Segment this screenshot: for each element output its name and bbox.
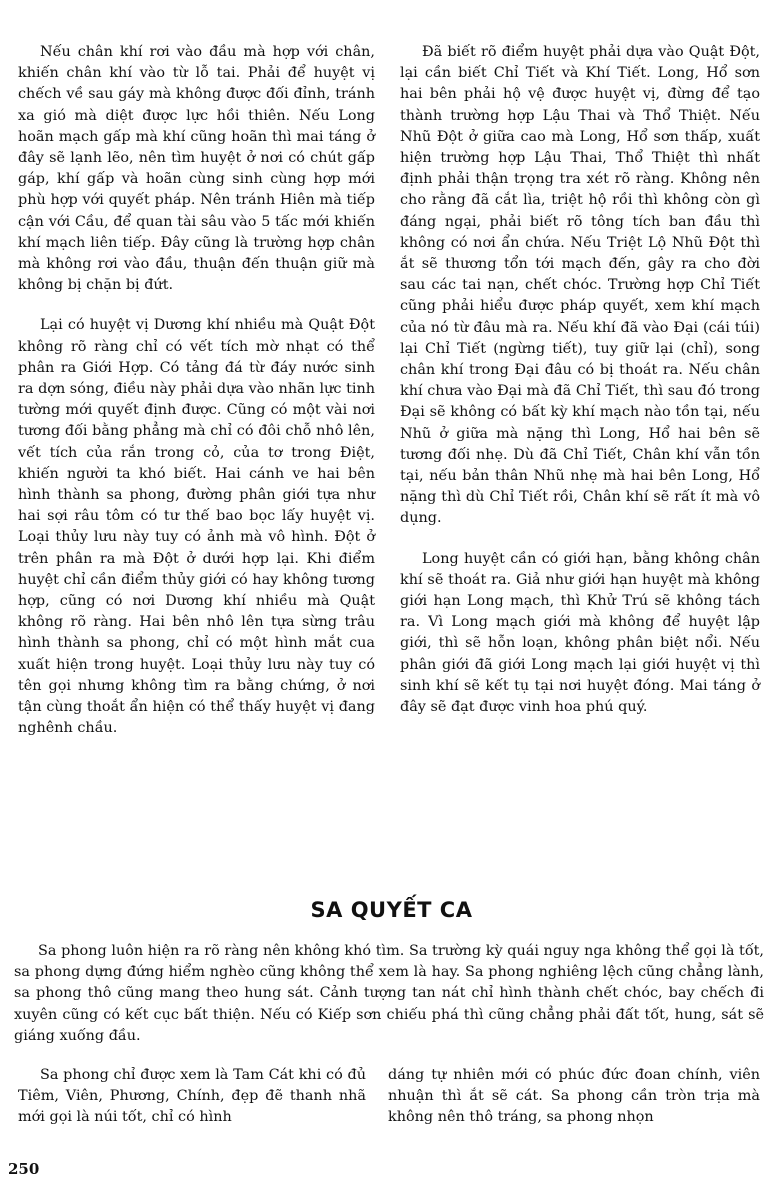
paragraph: Lại có huyệt vị Dương khí nhiều mà Quật Đột không rõ ràng chỉ có vết tích mờ nhạt có thể phân ra Giới Hợp. Có tảng đá từ đáy nước sinh ra dợn sóng, điều này phải dựa vào nhãn lực tinh tường mới quyết định được. Cũng có một vài nơi tương đối bằng phẳng mà chỉ có đôi chỗ nhô lên, vết tích của rắn trong cỏ, của tơ trong Điệt, khiến người ta khó biết. Hai cánh ve hai bên hình thành sa phong, đường phân giới tựa như hai sợi râu tôm có tư thế bao bọc lấy huyệt vị. Loại thủy lưu này tuy có ảnh mà vô hình. Đột ở trên phân ra mà Đột ở dưới hợp lại. Khi điểm huyệt chỉ cần điểm thủy giới có hay không tương hợp, cũng có nơi Dương khí nhiều mà Quật không rõ ràng. Hai bên nhô lên tựa sừng trâu hình thành sa phong, chỉ có một hình mắt cua xuất hiện trong huyệt. Loại thủy lưu này tuy có tên gọi nhưng không tìm ra bằng chứng, ở nơi tận cùng thoắt ẩn hiện có thể thấy huyệt vị đang nghênh chầu. (18, 317, 375, 737)
right-column-bottom (388, 1065, 760, 1129)
section-heading: SA QUYẾT CA (310, 898, 473, 922)
paragraph: Sa phong luôn hiện ra rõ ràng nên không khó tìm. Sa trường kỳ quái nguy nga không thể gọi là tốt, sa phong dựng đứng hiểm nghèo cũng không thể xem là hay. Sa phong nghiêng lệch cũng chẳng lành, sa phong thô cũng mang theo hung sát. Cảnh tượng tan nát chỉ hình thành chết chóc, bay chếch đi xuyên cũng có kết cục bất thiện. Nếu có Kiếp sơn chiếu phá thì cũng chẳng phải đất tốt, hung, sát sẽ giáng xuống đầu. (14, 943, 764, 1044)
paragraph: dáng tự nhiên mới có phúc đức đoan chính, viên nhuận thì ắt sẽ cát. Sa phong cần tròn trịa mà không nên thô tráng, sa phong nhọn (388, 1067, 760, 1126)
right-column-top (400, 42, 760, 718)
paragraph: Đã biết rõ điểm huyệt phải dựa vào Quật Đột, lại cần biết Chỉ Tiết và Khí Tiết. Long, Hổ sơn hai bên phải hộ vệ được huyệt vị, đừng để tạo thành trường hợp Lậu Thai và Thổ Thiệt. Nếu Nhũ Đột ở giữa cao mà Long, Hổ sơn thấp, xuất hiện trường hợp Lậu Thai, Thổ Thiệt thì nhất định phải thận trọng tra xét rõ ràng. Không nên cho rằng đã cắt lìa, triệt hộ rồi thì không còn gì đáng ngại, phải biết rõ tông tích ban đầu thì không có nơi ẩn chứa. Nếu Triệt Lộ Nhũ Đột thì ắt sẽ thương tổn tới mạch đến, gây ra cho đời sau các tai nạn, chết chóc. Trường hợp Chỉ Tiết cũng phải hiểu được pháp quyết, xem khí mạch của nó từ đâu mà ra. Nếu khí đã vào Đại (cái túi) lại Chỉ Tiết (ngừng tiết), tuy giữ lại (chỉ), song chân khí trong Đại đâu có bị thoát ra. Nếu chân khí chưa vào Đại mà đã Chỉ Tiết, thì sau đó trong Đại sẽ không có bất kỳ khí mạch nào tồn tại, nếu Nhũ ở giữa mà nặng thì Long, Hổ hai bên sẽ tương đối nhẹ. Dù đã Chỉ Tiết, Chân khí vẫn tồn tại, nếu bản thân Nhũ nhẹ mà hai bên Long, Hổ nặng thì dù Chỉ Tiết rồi, Chân khí sẽ rất ít mà vô dụng. (400, 44, 760, 527)
left-column-bottom (18, 1065, 366, 1129)
page-number: 250 (8, 1160, 40, 1178)
paragraph: Nếu chân khí rơi vào đầu mà hợp với chân, khiến chân khí vào từ lỗ tai. Phải để huyệt vị chếch về sau gáy mà không được đối đỉnh, tránh xa gió mà diệt được lực hồi thiên. Nếu Long hoãn mạch gấp mà khí cũng hoãn thì mai táng ở đây sẽ lạnh lẽo, nên tìm huyệt ở nơi có chút gấp gáp, khí gấp và hoãn cùng sinh cùng hợp mới phù hợp với quyết pháp. Nên tránh Hiên mà tiếp cận với Cầu, để quan tài sâu vào 5 tấc mới khiến khí mạch liên tiếp. Đây cũng là trường hợp chân mà không rơi vào đầu, thuận đến thuận giữ mà không bị chặn bị đứt. (18, 44, 375, 294)
paragraph: Long huyệt cần có giới hạn, bằng không chân khí sẽ thoát ra. Giả như giới hạn huyệt mà không giới hạn Long mạch, thì Khử Trú sẽ không tách ra. Vì Long mạch giới mà không để huyệt lập giới, thì sẽ hỗn loạn, không phân biệt nổi. Nếu phân giới đã giới Long mạch lại giới huyệt vị thì sinh khí sẽ kết tụ tại nơi huyệt đóng. Mai táng ở đây sẽ đạt được vinh hoa phú quý. (400, 550, 760, 716)
left-column-top (18, 42, 375, 740)
paragraph: Sa phong chỉ được xem là Tam Cát khi có đủ Tiêm, Viên, Phương, Chính, đẹp đẽ thanh nhã mới gọi là núi tốt, chỉ có hình (18, 1067, 366, 1126)
section-intro (14, 941, 764, 1047)
